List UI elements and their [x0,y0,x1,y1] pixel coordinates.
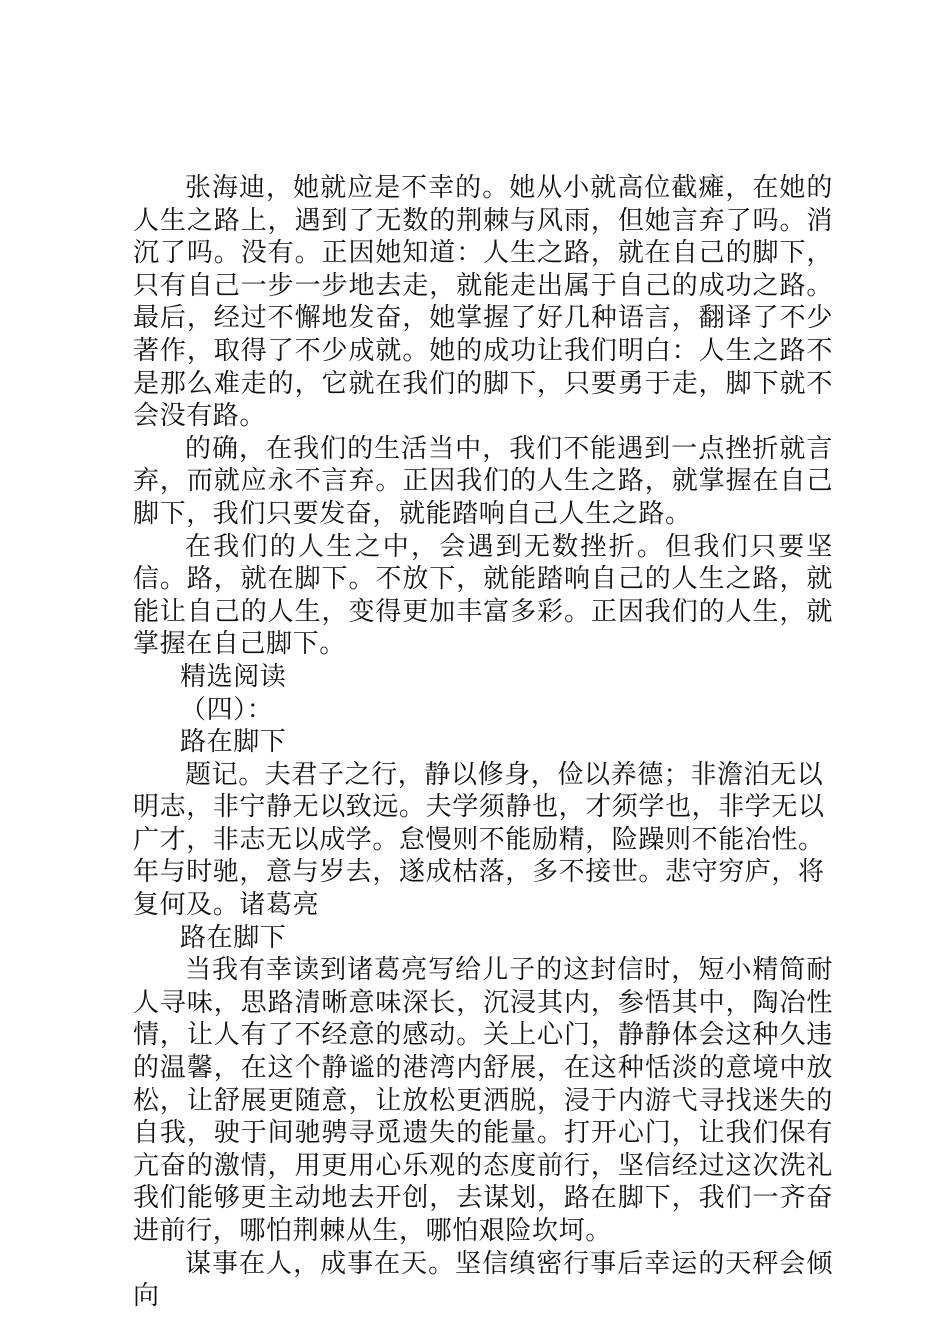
paragraph-final-partial: 谋事在人，成事在天。坚信缜密行事后幸运的天秤会倾向 [133,1248,833,1312]
section-label: 精选阅读 [180,661,287,692]
section-number: （四）： [180,694,274,725]
essay-subtitle: 路在脚下 [180,922,287,953]
essay-title: 路在脚下 [180,727,287,758]
document-body [133,172,833,1313]
epigraph-paragraph: 题记。夫君子之行，静以修身，俭以养德；非澹泊无以明志，非宁静无以致远。夫学须静也，才须学也，非学无以广才，非志无以成学。怠慢则不能励精，险躁则不能冶性。年与时驰，意与岁去，遂成枯落，多不接世。悲守穷庐，将复何及。诸葛亮 [133,759,825,921]
paragraph-zhang-haidi: 张海迪，她就应是不幸的。她从小就高位截瘫，在她的人生之路上，遇到了无数的荆棘与风雨，但她言弃了吗。消沉了吗。没有。正因她知道：人生之路，就在自己的脚下，只有自己一步一步地去走，就能走出属于自己的成功之路。最后，经过不懈地发奋，她掌握了好几种语言，翻译了不少著作，取得了不少成就。她的成功让我们明白：人生之路不是那么难走的，它就在我们的脚下，只要勇于走，脚下就不会没有路。 [133,173,833,432]
paragraph-road-under-feet: 在我们的人生之中，会遇到无数挫折。但我们只要坚信。路，就在脚下。不放下，就能踏响自己的人生之路，就能让自己的人生，变得更加丰富多彩。正因我们的人生，就掌握在自己脚下。 [133,531,833,660]
paragraph-zhuge-letter: 当我有幸读到诸葛亮写给儿子的这封信时，短小精简耐人寻味，思路清晰意味深长，沉浸其内，参悟其中，陶冶性情，让人有了不经意的感动。关上心门，静静体会这种久违的温馨，在这个静谧的港湾内舒展，在这种恬淡的意境中放松，让舒展更随意，让放松更洒脱，浸于内游弋寻找迷失的自我，驶于间驰骋寻觅遗失的能量。打开心门，让我们保有亢奋的激情，用更用心乐观的态度前行，坚信经过这次洗礼我们能够更主动地去开创，去谋划，路在脚下，我们一齐奋进前行，哪怕荆棘从生，哪怕艰险坎坷。 [133,955,833,1246]
paragraph-never-give-up: 的确，在我们的生活当中，我们不能遇到一点挫折就言弃，而就应永不言弃。正因我们的人生之路，就掌握在自己脚下，我们只要发奋，就能踏响自己人生之路。 [133,433,833,529]
